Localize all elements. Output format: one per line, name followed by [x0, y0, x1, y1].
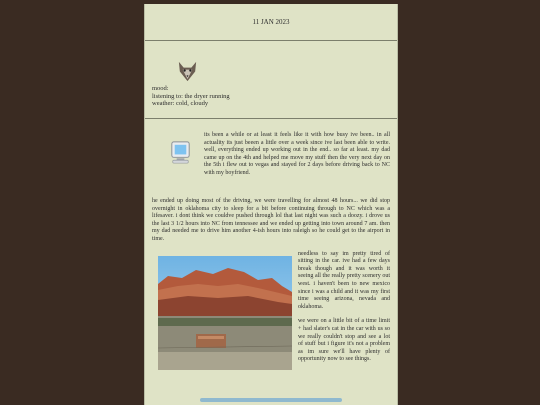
- photo-caption-text: [298, 251, 390, 371]
- paragraph-2: he ended up doing most of the driving, we were travelling for almost 48 hours... we did stop overnight in oklahoma city to sleep for a bit before continuing through to NC which was a lifesaver. i dont think we couldve pushed through lol that last night was such a doozy. i drove us the last 3 1/2 hours into NC from tennessee and we ended up getting into town around 7 am. then my dad needed me to drive him another 4-ish hours into raleigh so he could get to the airport in time.: [152, 198, 390, 242]
- paragraph-1: its been a while or at least it feels like it with how busy ive been.. in all actuality its just beeen a little over a week since ive last been able to write. well, everything ended up working out in the end.. so far at least. my dad came up on the 4th and helped me move my stuff then the very next day on the 5th i flew out to vegas and stayed for 2 days before driving back to NC with my boyfriend.: [204, 132, 390, 176]
- mood-label: mood:: [152, 85, 169, 92]
- weather: weather: cold, cloudy: [152, 100, 209, 108]
- post-body: [145, 132, 397, 387]
- listening-to: listening to: the dryer running: [152, 92, 230, 100]
- paragraph-3: needless to say im pretty tired of sitting in the car. ive had a few days break though and it was worth it seeing all the really pretty scenery out west. i haven't been to new mexico since i was a child and it was my first time seeing arizona, nevada and oklahoma.: [298, 250, 390, 310]
- computer-icon: [167, 139, 194, 166]
- journal-page: [144, 4, 398, 405]
- post-header: [145, 41, 397, 119]
- paragraph-4: we were on a little bit of a time limit + had slater's cat in the car with us so we really couldn't stop and see a lot of stuff but i figure it's not a problem as im sure we'll have plenty of opportunity now to see things.: [298, 318, 390, 363]
- intro-section: [152, 132, 390, 186]
- wolf-icon: [176, 60, 199, 83]
- desert-landscape-photo: [158, 256, 292, 370]
- mood-block: [152, 85, 230, 108]
- photo-section: [152, 251, 390, 387]
- post-date: 11 JAN 2023: [145, 4, 397, 41]
- next-element-peek: [200, 398, 342, 402]
